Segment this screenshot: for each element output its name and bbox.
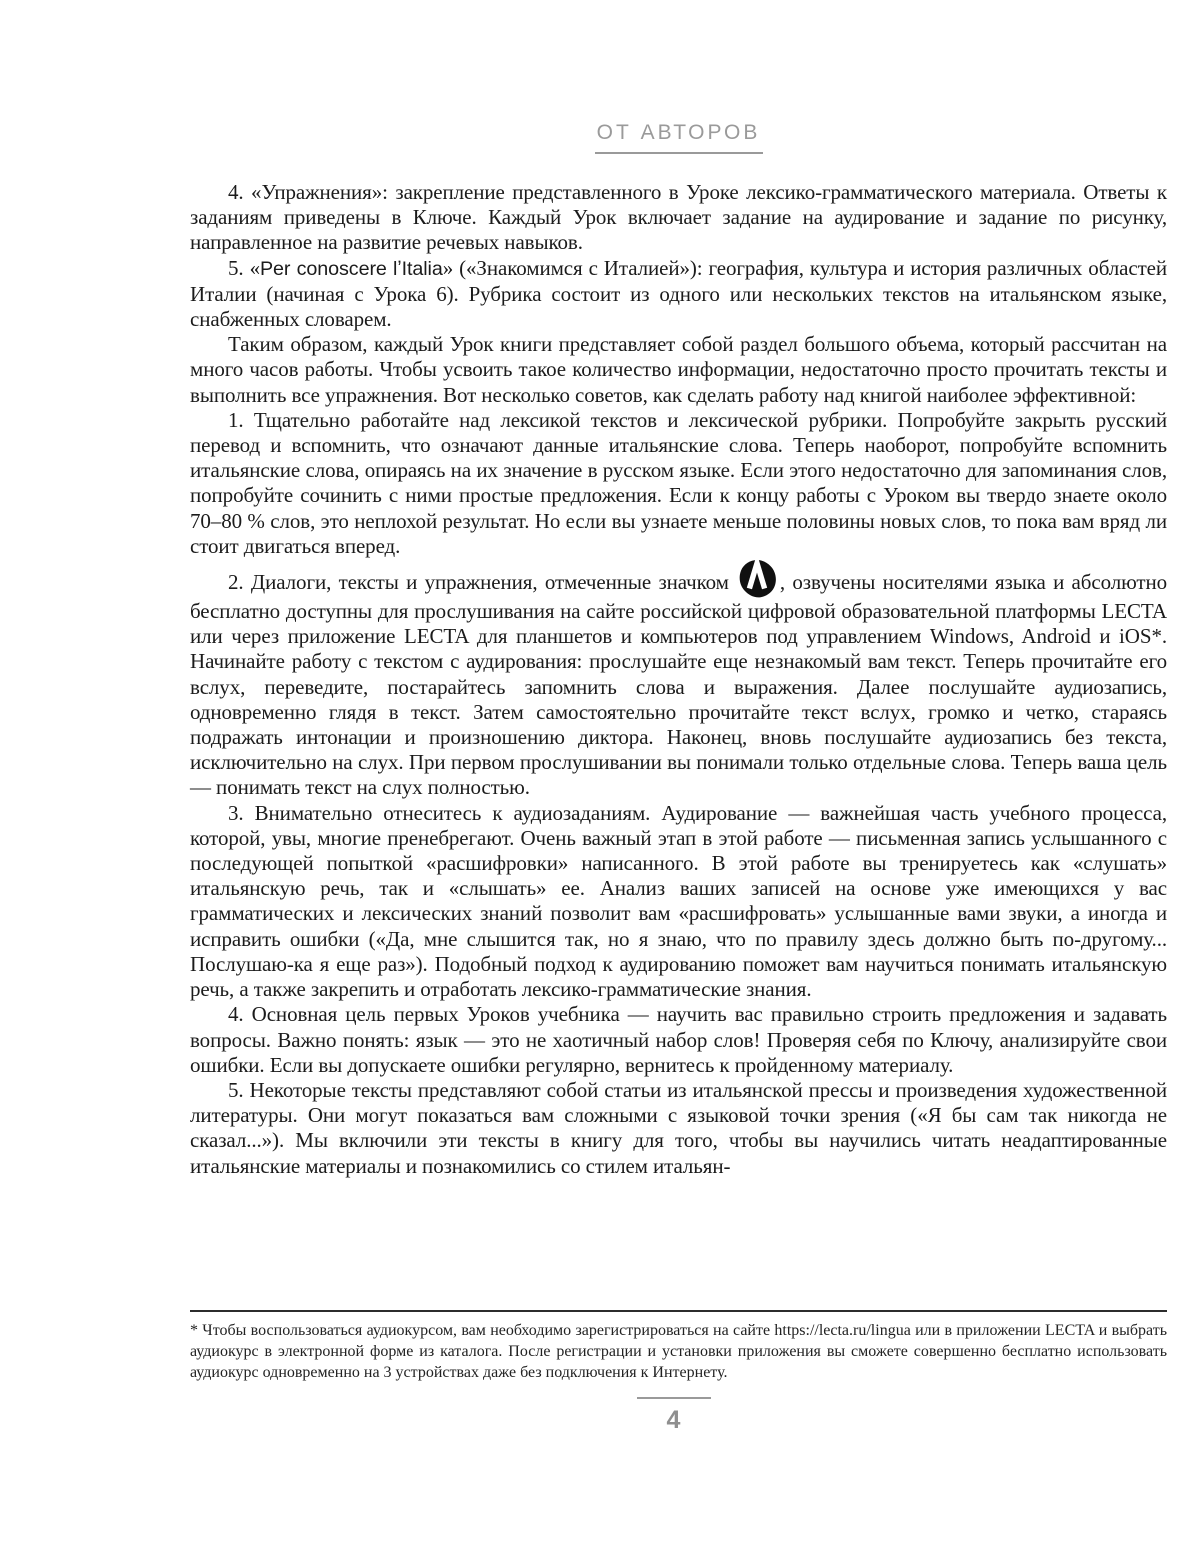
paragraph-italia-latin-phrase: Per conoscere lʼItalia <box>259 257 443 280</box>
tip-4-text: 4. Основная цель первых Уроков учебника — научить вас правильно строить предложения и задавать вопросы. Важно понять: язык — это не хаотичный набор слов! Проверяя себя по Ключу, анализируйте свои ошибки. Если вы допускаете ошибки регулярно, вернитесь к пройденному материалу. <box>190 1002 1167 1077</box>
tip-2-paragraph <box>190 559 1167 801</box>
tip-4-paragraph <box>190 1002 1167 1078</box>
page-number-rule <box>637 1397 711 1399</box>
page-footer <box>0 1397 1193 1435</box>
running-head <box>190 121 1167 154</box>
paragraph-exercises-text: 4. «Упражнения»: закрепление представленного в Уроке лексико-грамматического материала. Ответы к заданиям приведены в Ключе. Каждый Урок включает задание на аудирование и задание по рисунку, направленное на развитие речевых навыков. <box>190 180 1167 255</box>
paragraph-summary-text: Таким образом, каждый Урок книги представляет собой раздел большого объема, который рассчитан на много часов работы. Чтобы усвоить такое количество информации, недостаточно просто прочитать тексты и выполнить все упражнения. Вот несколько советов, как сделать работу над книгой наиболее эффективной: <box>190 332 1167 407</box>
footnote-text: * Чтобы воспользоваться аудиокурсом, вам необходимо зарегистрироваться на сайте https://lecta.ru/lingua или в приложении LECTA и выбрать аудиокурс в электронной форме из каталога. После регистрации и установки приложения вы сможете совершенно бесплатно использовать аудиокурс одновременно на 3 устройствах даже без подключения к Интернету. <box>190 1322 1167 1381</box>
body-text-block <box>190 180 1167 1179</box>
tip-5-paragraph <box>190 1078 1167 1179</box>
page-title: ОТ АВТОРОВ <box>596 121 761 144</box>
tip-3-text: 3. Внимательно отнеситесь к аудиозаданиям. Аудирование — важнейшая часть учебного процесса, которой, увы, многие пренебрегают. Очень важный этап в этой работе — письменная запись услышанного с последующей попыткой «расшифровки» написанного. В этой работе вы тренируетесь как «слушать» итальянскую речь, так и «слышать» ее. Анализ ваших записей на основе уже имеющихся у вас грамматических и лексических знаний позволит вам «расшифровать» услышанные вами звуки, а иногда и исправить ошибки («Да, мне слышится так, но я знаю, что по правилу здесь должно быть по-другому... Послушаю-ка я еще раз»). Подобный подход к аудированию поможет вам научиться понимать итальянскую речь, а также закрепить и отработать лексико-грамматические знания. <box>190 800 1167 1002</box>
footnote-area <box>190 1310 1167 1383</box>
paragraph-italia-rest: » («Знакомимся с Италией»): география, культура и история различных областей Италии (начиная с Урока 6). Рубрика состоит из одного или нескольких текстов на итальянском языке, снабженных словарем. <box>190 255 1168 332</box>
tip-2-text-after-icon: , озвучены носителями языка и абсолютно бесплатно доступны для прослушивания на сайте российской цифровой образовательной платформы LECTA или через приложение LECTA для планшетов и компьютеров под управлением Windows, Android и iOS*. Начинайте работу с текстом с аудирования: прослушайте еще незнакомый вам текст. Теперь прочитайте его вслух, переведите, постарайтесь запомнить слова и выражения. Далее послушайте аудиозапись, одновременно глядя в текст. Затем самостоятельно прочитайте текст вслух, громко и четко, стараясь подражать интонации и произношению диктора. Наконец, вновь послушайте аудиозапись без текста, исключительно на слух. При первом прослушивании вы понимали только отдельные слова. Теперь ваша цель — понимать текст на слух полностью. <box>190 570 1168 800</box>
page-number: 4 <box>666 1406 681 1434</box>
paragraph-per-conoscere <box>190 256 1167 333</box>
tip-5-text: 5. Некоторые тексты представляют собой статьи из итальянской прессы и произведения художественной литературы. Они могут показаться вам сложными с языковой точки зрения («Я бы сам так никогда не сказал...»). Мы включили эти тексты в книгу для того, чтобы вы научились читать неадаптированные итальянские материалы и познакомились со стилем итальян- <box>190 1077 1167 1178</box>
tip-1-paragraph <box>190 408 1167 559</box>
running-head-rule <box>595 152 763 154</box>
tip-2-text-before-icon: 2. Диалоги, тексты и упражнения, отмеченные значком <box>228 570 729 595</box>
tip-1-text: 1. Тщательно работайте над лексикой текстов и лексической рубрики. Попробуйте закрыть русский перевод и вспомнить, что означают данные итальянские слова. Теперь наоборот, попробуйте вспомнить итальянские слова, опираясь на их значение в русском языке. Если этого недостаточно для запоминания слов, попробуйте сочинить с ними простые предложения. Если к концу работы с Уроком вы твердо знаете около 70–80 % слов, это неплохой результат. Но если вы узнаете меньше половины новых слов, то пока вам вряд ли стоит двигаться вперед. <box>190 407 1167 558</box>
paragraph-italia-prefix: 5. « <box>228 255 260 280</box>
footnote-separator-rule <box>190 1310 1167 1312</box>
tip-3-paragraph <box>190 801 1167 1003</box>
paragraph-summary <box>190 332 1167 408</box>
lecta-audio-chevron-icon <box>737 559 777 599</box>
paragraph-exercises <box>190 180 1167 256</box>
